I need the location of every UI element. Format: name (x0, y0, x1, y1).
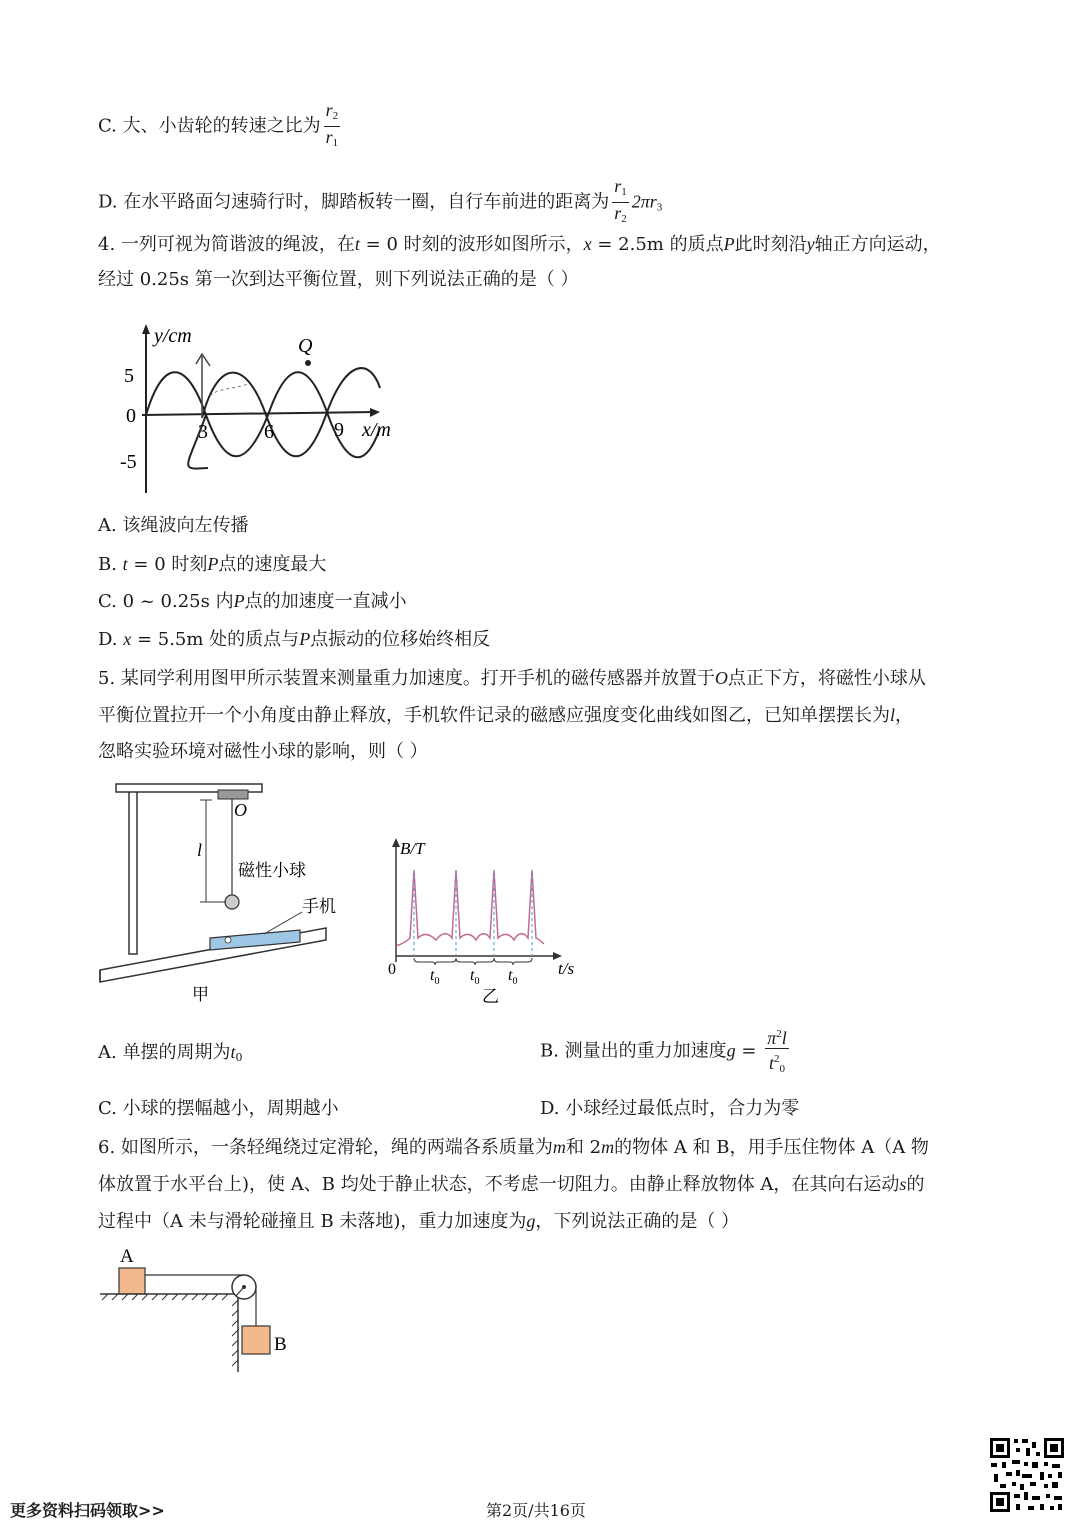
t0-label-3: $t_0$ (508, 967, 518, 987)
q5-figure-jia (96, 778, 336, 1010)
point-q-label: Q (298, 335, 313, 357)
footer-promo-link[interactable]: 更多资料扫码领取>> (10, 1501, 165, 1520)
t-axis-label: t/s (558, 959, 575, 978)
tick-x-6: 6 (264, 421, 274, 443)
page-number: 第2页/共16页 (486, 1501, 586, 1520)
q4-stem-line2: 经过 0.25s 第一次到达平衡位置，则下列说法正确的是（ ） (98, 269, 579, 290)
t0-label-2: $t_0$ (470, 967, 480, 987)
q4-option-d: D. x = 5.5m 处的质点与P点振动的位移始终相反 (98, 629, 491, 650)
q3-option-d: D. 在水平路面匀速骑行时，脚踏板转一圈，自行车前进的距离为 $\frac{r_1}{r_2}$ $2\pi r_3$ (98, 176, 662, 229)
label-a: A (120, 1246, 134, 1267)
tick-y-neg: -5 (120, 451, 137, 473)
q3-option-c (98, 100, 343, 153)
q4-wave-figure (118, 318, 408, 498)
q5-option-d: D. 小球经过最低点时，合力为零 (540, 1098, 800, 1119)
q5-stem-line1: 5. 某同学利用图甲所示装置来测量重力加速度。打开手机的磁传感器并放置于O点正下方，将磁性小球从 (98, 668, 926, 689)
b-axis-label: B/T (400, 839, 425, 858)
tick-y-zero: 0 (126, 405, 136, 427)
q3-option-d-tail: 2πr (631, 191, 657, 212)
q5-option-c: C. 小球的摆幅越小，周期越小 (98, 1098, 339, 1119)
q3-option-d-text: D. 在水平路面匀速骑行时，脚踏板转一圈，自行车前进的距离为 (98, 191, 610, 213)
tick-x-3: 3 (198, 421, 208, 443)
q4-option-b: B. t = 0 时刻P点的速度最大 (98, 554, 327, 575)
q4-option-a: A. 该绳波向左传播 (98, 515, 249, 536)
q6-stem-line3: 过程中（A 未与滑轮碰撞且 B 未落地)，重力加速度为g，下列说法正确的是（ ） (98, 1211, 740, 1232)
q3-option-d-fraction: $\frac{r_1}{r_2}$ (614, 176, 627, 225)
caption-yi: 乙 (482, 987, 499, 1006)
table-hatch (102, 1294, 228, 1300)
qr-code[interactable] (988, 1436, 1066, 1514)
tick-x-9: 9 (334, 419, 344, 441)
q3-option-c-fraction: $\frac{r_2}{r_1}$ (325, 100, 339, 149)
label-b: B (274, 1334, 287, 1355)
q5-figure-yi (380, 834, 590, 1006)
q6-stem-line1: 6. 如图所示，一条轻绳绕过定滑轮，绳的两端各系质量为m和 2m的物体 A 和 B，用手压住物体 A（A 物 (98, 1137, 929, 1158)
stand-pole (129, 786, 137, 954)
y-axis-label: y/cm (154, 325, 192, 347)
b-curve (396, 870, 544, 946)
block-b (242, 1326, 270, 1354)
block-a (119, 1268, 145, 1294)
q5-stem-line2: 平衡位置拉开一个小角度由静止释放，手机软件记录的磁感应强度变化曲线如图乙，已知单摆摆长为l， (98, 705, 914, 726)
brace-2 (456, 958, 494, 965)
label-phone: 手机 (302, 897, 336, 916)
q5-option-a: A. 单摆的周期为$t_0$ (98, 1042, 243, 1064)
x-axis-arrow (370, 408, 380, 417)
origin-label: 0 (388, 961, 396, 978)
q5-option-b: B. 测量出的重力加速度g = $\frac{\pi^2l}{t^2_0}$ (540, 1024, 792, 1079)
point-q (305, 360, 311, 366)
t0-label-1: $t_0$ (430, 967, 440, 987)
label-ball: 磁性小球 (238, 861, 306, 880)
brace-1 (414, 958, 456, 965)
x-axis-label: x/m (362, 419, 391, 441)
caption-jia: 甲 (192, 985, 209, 1004)
clamp (218, 790, 248, 799)
q4-option-c: C. 0 ~ 0.25s 内P点的加速度一直减小 (98, 591, 407, 612)
label-l: l (197, 840, 203, 860)
q6-stem-line2: 体放置于水平台上)，使 A、B 均处于静止状态，不考虑一切阻力。由静止释放物体 A，在其向右运动s的 (98, 1174, 925, 1195)
x-axis (142, 412, 376, 415)
y-axis-arrow (142, 324, 150, 334)
q5-option-b-fraction: $\frac{\pi^2l}{t^2_0}$ (765, 1024, 789, 1079)
q5-stem-line3: 忽略实验环境对磁性小球的影响，则（ ） (98, 741, 428, 762)
q4-stem-line1: 4. 一列可视为简谐波的绳波，在t = 0 时刻的波形如图所示，x = 2.5m 的质点P此时刻沿y轴正方向运动， (98, 234, 941, 255)
q3-option-c-text: C. 大、小齿轮的转速之比为 (98, 115, 321, 137)
brace-3 (494, 958, 532, 965)
wave-curve-shifted (188, 368, 380, 469)
label-o: O (234, 800, 247, 820)
magnetic-ball (225, 895, 239, 909)
tick-y-pos: 5 (124, 365, 134, 387)
q6-pulley-figure (98, 1244, 308, 1376)
